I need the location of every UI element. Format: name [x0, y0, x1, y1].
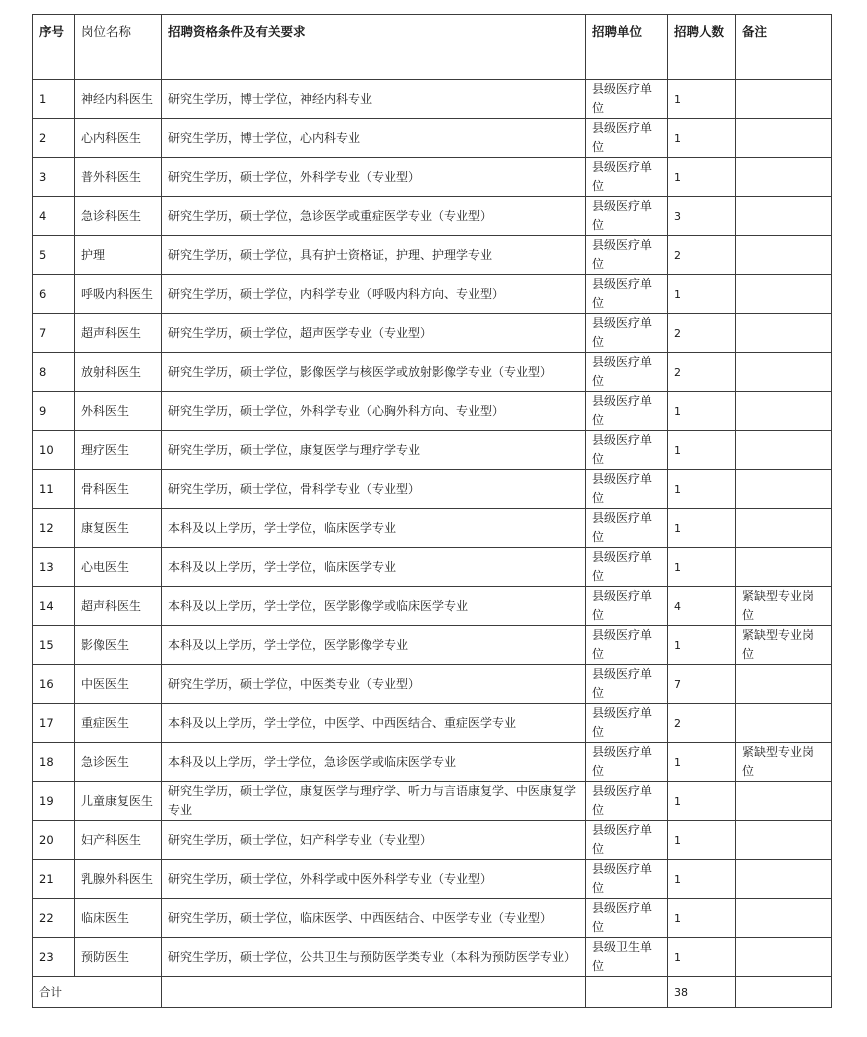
cell-unit: 县级医疗单位: [586, 236, 668, 275]
cell-note: [736, 80, 832, 119]
table-row: [33, 743, 832, 782]
cell-count: 1: [668, 821, 736, 860]
table-row: [33, 119, 832, 158]
cell-idx: 14: [33, 587, 75, 626]
table-row: [33, 236, 832, 275]
cell-idx: 13: [33, 548, 75, 587]
cell-note: [736, 275, 832, 314]
cell-unit: 县级医疗单位: [586, 782, 668, 821]
cell-unit: 县级医疗单位: [586, 548, 668, 587]
cell-unit: 县级医疗单位: [586, 197, 668, 236]
recruitment-table: [32, 14, 832, 1008]
cell-idx: 7: [33, 314, 75, 353]
cell-idx: 12: [33, 509, 75, 548]
cell-unit: 县级医疗单位: [586, 665, 668, 704]
cell-requirements: 本科及以上学历，学士学位，医学影像学专业: [162, 626, 586, 665]
cell-requirements: 研究生学历，硕士学位，中医类专业（专业型）: [162, 665, 586, 704]
cell-requirements: 研究生学历，硕士学位，临床医学、中西医结合、中医学专业（专业型）: [162, 899, 586, 938]
table-row: [33, 80, 832, 119]
cell-unit: 县级医疗单位: [586, 470, 668, 509]
cell-position: 妇产科医生: [75, 821, 162, 860]
header-note: 备注: [736, 15, 832, 80]
cell-requirements: 研究生学历，博士学位，神经内科专业: [162, 80, 586, 119]
cell-count: 1: [668, 548, 736, 587]
table-row: [33, 665, 832, 704]
header-count: 招聘人数: [668, 15, 736, 80]
cell-count: 2: [668, 236, 736, 275]
cell-requirements: 研究生学历，硕士学位，康复医学与理疗学、听力与言语康复学、中医康复学专业: [162, 782, 586, 821]
cell-requirements: 研究生学历，硕士学位，内科学专业（呼吸内科方向、专业型）: [162, 275, 586, 314]
cell-unit: 县级医疗单位: [586, 314, 668, 353]
cell-note: [736, 431, 832, 470]
cell-idx: 17: [33, 704, 75, 743]
cell-requirements: 研究生学历，硕士学位，妇产科学专业（专业型）: [162, 821, 586, 860]
cell-note: [736, 509, 832, 548]
cell-idx: 1: [33, 80, 75, 119]
total-requirements-empty: [162, 977, 586, 1008]
cell-idx: 10: [33, 431, 75, 470]
cell-position: 临床医生: [75, 899, 162, 938]
cell-note: [736, 197, 832, 236]
cell-note: [736, 236, 832, 275]
header-requirements: 招聘资格条件及有关要求: [162, 15, 586, 80]
table-body: [33, 80, 832, 1008]
table-row: [33, 548, 832, 587]
cell-position: 神经内科医生: [75, 80, 162, 119]
cell-requirements: 研究生学历，硕士学位，外科学或中医外科学专业（专业型）: [162, 860, 586, 899]
cell-requirements: 研究生学历，硕士学位，公共卫生与预防医学类专业（本科为预防医学专业）: [162, 938, 586, 977]
cell-count: 1: [668, 119, 736, 158]
cell-idx: 3: [33, 158, 75, 197]
cell-idx: 16: [33, 665, 75, 704]
cell-idx: 22: [33, 899, 75, 938]
cell-requirements: 研究生学历，硕士学位，超声医学专业（专业型）: [162, 314, 586, 353]
cell-position: 急诊医生: [75, 743, 162, 782]
cell-note: [736, 119, 832, 158]
cell-note: [736, 899, 832, 938]
cell-idx: 11: [33, 470, 75, 509]
cell-requirements: 本科及以上学历，学士学位，临床医学专业: [162, 548, 586, 587]
cell-count: 2: [668, 704, 736, 743]
cell-requirements: 研究生学历，硕士学位，外科学专业（专业型）: [162, 158, 586, 197]
cell-requirements: 本科及以上学历，学士学位，临床医学专业: [162, 509, 586, 548]
cell-position: 骨科医生: [75, 470, 162, 509]
cell-idx: 21: [33, 860, 75, 899]
cell-unit: 县级卫生单位: [586, 938, 668, 977]
table-row: [33, 353, 832, 392]
cell-note: [736, 938, 832, 977]
cell-count: 7: [668, 665, 736, 704]
header-idx: 序号: [33, 15, 75, 80]
table-row: [33, 704, 832, 743]
cell-count: 3: [668, 197, 736, 236]
total-count: 38: [668, 977, 736, 1008]
total-unit-empty: [586, 977, 668, 1008]
cell-requirements: 研究生学历，硕士学位，影像医学与核医学或放射影像学专业（专业型）: [162, 353, 586, 392]
cell-note: 紧缺型专业岗位: [736, 743, 832, 782]
cell-note: [736, 782, 832, 821]
cell-position: 放射科医生: [75, 353, 162, 392]
cell-idx: 6: [33, 275, 75, 314]
cell-position: 急诊科医生: [75, 197, 162, 236]
header-unit: 招聘单位: [586, 15, 668, 80]
cell-note: [736, 392, 832, 431]
cell-note: 紧缺型专业岗位: [736, 587, 832, 626]
cell-idx: 18: [33, 743, 75, 782]
cell-position: 理疗医生: [75, 431, 162, 470]
cell-count: 1: [668, 899, 736, 938]
table-row: [33, 314, 832, 353]
cell-requirements: 研究生学历，硕士学位，具有护士资格证，护理、护理学专业: [162, 236, 586, 275]
cell-requirements: 研究生学历，硕士学位，骨科学专业（专业型）: [162, 470, 586, 509]
cell-unit: 县级医疗单位: [586, 587, 668, 626]
cell-note: [736, 314, 832, 353]
cell-position: 超声科医生: [75, 314, 162, 353]
cell-position: 乳腺外科医生: [75, 860, 162, 899]
table-row: [33, 821, 832, 860]
cell-unit: 县级医疗单位: [586, 119, 668, 158]
cell-idx: 4: [33, 197, 75, 236]
cell-unit: 县级医疗单位: [586, 509, 668, 548]
table-row: [33, 275, 832, 314]
cell-count: 1: [668, 938, 736, 977]
cell-note: [736, 158, 832, 197]
cell-unit: 县级医疗单位: [586, 80, 668, 119]
total-row: [33, 977, 832, 1008]
cell-idx: 8: [33, 353, 75, 392]
cell-count: 4: [668, 587, 736, 626]
table-row: [33, 392, 832, 431]
cell-idx: 19: [33, 782, 75, 821]
cell-count: 1: [668, 860, 736, 899]
table-row: [33, 431, 832, 470]
cell-count: 1: [668, 392, 736, 431]
cell-idx: 23: [33, 938, 75, 977]
cell-count: 1: [668, 80, 736, 119]
total-label: 合计: [33, 977, 162, 1008]
cell-position: 心内科医生: [75, 119, 162, 158]
table-row: [33, 587, 832, 626]
cell-unit: 县级医疗单位: [586, 392, 668, 431]
cell-note: [736, 704, 832, 743]
cell-requirements: 本科及以上学历，学士学位，中医学、中西医结合、重症医学专业: [162, 704, 586, 743]
cell-position: 康复医生: [75, 509, 162, 548]
total-note-empty: [736, 977, 832, 1008]
table-row: [33, 899, 832, 938]
cell-note: 紧缺型专业岗位: [736, 626, 832, 665]
table-header-row: [33, 15, 832, 80]
cell-idx: 2: [33, 119, 75, 158]
cell-note: [736, 353, 832, 392]
cell-requirements: 本科及以上学历，学士学位，医学影像学或临床医学专业: [162, 587, 586, 626]
cell-position: 护理: [75, 236, 162, 275]
cell-count: 1: [668, 431, 736, 470]
table-row: [33, 860, 832, 899]
cell-idx: 15: [33, 626, 75, 665]
cell-position: 影像医生: [75, 626, 162, 665]
cell-unit: 县级医疗单位: [586, 743, 668, 782]
cell-unit: 县级医疗单位: [586, 704, 668, 743]
cell-unit: 县级医疗单位: [586, 860, 668, 899]
table-row: [33, 197, 832, 236]
cell-position: 外科医生: [75, 392, 162, 431]
cell-unit: 县级医疗单位: [586, 431, 668, 470]
cell-count: 1: [668, 743, 736, 782]
cell-position: 心电医生: [75, 548, 162, 587]
cell-note: [736, 548, 832, 587]
table-row: [33, 509, 832, 548]
cell-count: 1: [668, 158, 736, 197]
cell-position: 超声科医生: [75, 587, 162, 626]
cell-idx: 5: [33, 236, 75, 275]
cell-unit: 县级医疗单位: [586, 899, 668, 938]
cell-count: 2: [668, 314, 736, 353]
cell-position: 儿童康复医生: [75, 782, 162, 821]
cell-count: 1: [668, 782, 736, 821]
cell-unit: 县级医疗单位: [586, 353, 668, 392]
cell-position: 呼吸内科医生: [75, 275, 162, 314]
cell-requirements: 研究生学历，硕士学位，急诊医学或重症医学专业（专业型）: [162, 197, 586, 236]
cell-count: 2: [668, 353, 736, 392]
table-row: [33, 470, 832, 509]
cell-requirements: 研究生学历，硕士学位，外科学专业（心胸外科方向、专业型）: [162, 392, 586, 431]
cell-position: 普外科医生: [75, 158, 162, 197]
cell-note: [736, 665, 832, 704]
cell-note: [736, 470, 832, 509]
cell-unit: 县级医疗单位: [586, 821, 668, 860]
cell-count: 1: [668, 626, 736, 665]
table-row: [33, 626, 832, 665]
table-row: [33, 158, 832, 197]
cell-note: [736, 860, 832, 899]
cell-idx: 9: [33, 392, 75, 431]
cell-unit: 县级医疗单位: [586, 275, 668, 314]
cell-idx: 20: [33, 821, 75, 860]
table-row: [33, 782, 832, 821]
cell-unit: 县级医疗单位: [586, 158, 668, 197]
cell-note: [736, 821, 832, 860]
cell-count: 1: [668, 470, 736, 509]
header-position: 岗位名称: [75, 15, 162, 80]
cell-position: 重症医生: [75, 704, 162, 743]
cell-unit: 县级医疗单位: [586, 626, 668, 665]
cell-position: 中医医生: [75, 665, 162, 704]
cell-count: 1: [668, 275, 736, 314]
cell-count: 1: [668, 509, 736, 548]
cell-requirements: 研究生学历，博士学位，心内科专业: [162, 119, 586, 158]
cell-position: 预防医生: [75, 938, 162, 977]
table-row: [33, 938, 832, 977]
cell-requirements: 研究生学历，硕士学位，康复医学与理疗学专业: [162, 431, 586, 470]
cell-requirements: 本科及以上学历，学士学位，急诊医学或临床医学专业: [162, 743, 586, 782]
